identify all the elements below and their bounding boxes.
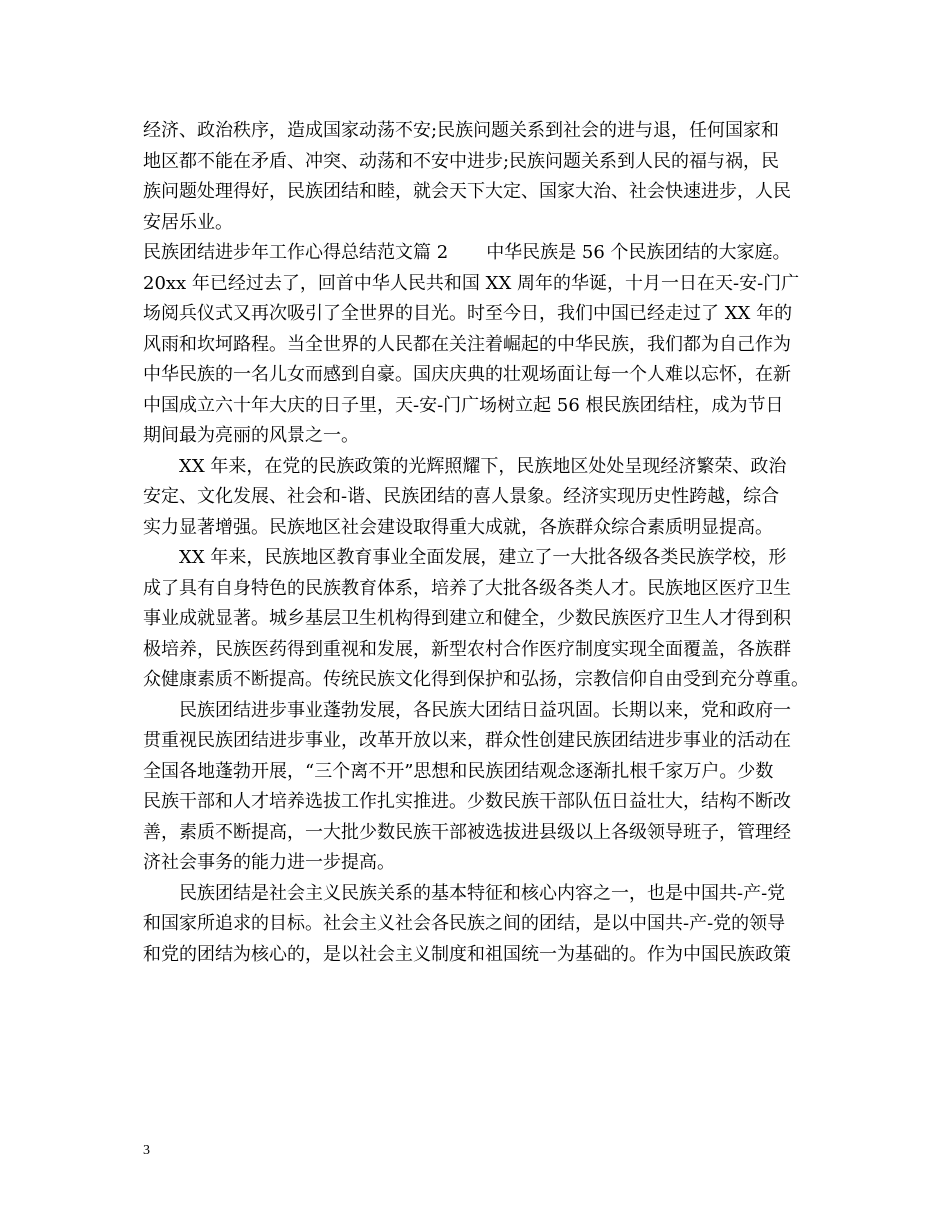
text-line: XX 年来，在党的民族政策的光辉照耀下，民族地区处处呈现经济繁荣、政治 (179, 455, 787, 477)
text-line: 民族团结进步事业蓬勃发展，各民族大团结日益巩固。长期以来，党和政府一 (179, 699, 791, 721)
text-line: 期间最为亮丽的风景之一。 (143, 425, 359, 446)
text-line: 地区都不能在矛盾、冲突、动荡和不安中进步;民族问题关系到人民的福与祸，民 (143, 150, 780, 172)
text-line: 贯重视民族团结进步事业，改革开放以来，群众性创建民族团结进步事业的活动在 (143, 730, 791, 751)
paragraph-4 (143, 696, 813, 879)
text-line: 事业成就显著。城乡基层卫生机构得到建立和健全，少数民族医疗卫生人才得到积 (143, 608, 791, 629)
text-line: 众健康素质不断提高。传统民族文化得到保护和弘扬，宗教信仰自由受到充分尊重。 (143, 669, 809, 690)
text-line: 风雨和坎坷路程。当全世界的人民都在关注着崛起的中华民族，我们都为自己作为 (143, 333, 791, 355)
text-line: 安定、文化发展、社会和-谐、民族团结的喜人景象。经济实现历史性跨越，综合 (143, 486, 780, 507)
text-line: 安居乐业。 (143, 211, 233, 233)
text-line: 和国家所追求的目标。社会主义社会各民族之间的团结，是以中国共-产-党的领导 (143, 913, 786, 934)
text-line: 善，素质不断提高，一大批少数民族干部被选拔进县级以上各级领导班子，管理经 (143, 821, 791, 843)
text-line: 中华民族的一名儿女而感到自豪。国庆庆典的壮观场面让每一个人难以忘怀，在新 (143, 364, 791, 385)
paragraph-2 (143, 452, 813, 544)
text-line: 极培养，民族医药得到重视和发展，新型农村合作医疗制度实现全面覆盖，各族群 (143, 638, 791, 660)
section-heading-title: 民族团结进步年工作心得总结范文篇 2 (143, 242, 449, 263)
paragraph-1 (143, 269, 813, 452)
text-line: 经济、政治秩序，造成国家动荡不安;民族问题关系到社会的进与退，任何国家和 (143, 120, 780, 141)
text-line: 济社会事务的能力进一步提高。 (143, 852, 395, 873)
text-line: 20xx 年已经过去了，回首中华人民共和国 XX 周年的华诞，十月一日在天-安-门广 (143, 272, 800, 294)
paragraph-continued (143, 116, 813, 238)
paragraph-5 (143, 879, 813, 971)
page-number: 3 (143, 1143, 150, 1158)
text-line: 场阅兵仪式又再次吸引了全世界的目光。时至今日，我们中国已经走过了 XX 年的 (143, 303, 793, 324)
text-line: 民族干部和人才培养选拔工作扎实推进。少数民族干部队伍日益壮大，结构不断改 (143, 791, 791, 812)
document-body (143, 116, 813, 970)
text-line: 实力显著增强。民族地区社会建设取得重大成就，各族群众综合素质明显提高。 (143, 516, 773, 538)
text-line: XX 年来，民族地区教育事业全面发展，建立了一大批各级各类民族学校，形 (179, 547, 787, 568)
text-line: 中国成立六十年大庆的日子里，天-安-门广场树立起 56 根民族团结柱，成为节日 (143, 394, 784, 416)
text-line: 族问题处理得好，民族团结和睦，就会天下大定、国家大治、社会快速进步，人民 (143, 181, 791, 202)
section-heading-text: 中华民族是 56 个民族团结的大家庭。 (486, 242, 791, 263)
text-line: 和党的团结为核心的，是以社会主义制度和祖国统一为基础的。作为中国民族政策 (143, 943, 791, 965)
text-line: 全国各地蓬勃开展，“三个离不开”思想和民族团结观念逐渐扎根千家万户。少数 (143, 760, 774, 782)
section-heading-line (143, 238, 813, 269)
text-line: 成了具有自身特色的民族教育体系，培养了大批各级各类人才。民族地区医疗卫生 (143, 577, 791, 599)
text-line: 民族团结是社会主义民族关系的基本特征和核心内容之一，也是中国共-产-党 (179, 882, 786, 904)
paragraph-3 (143, 543, 813, 696)
